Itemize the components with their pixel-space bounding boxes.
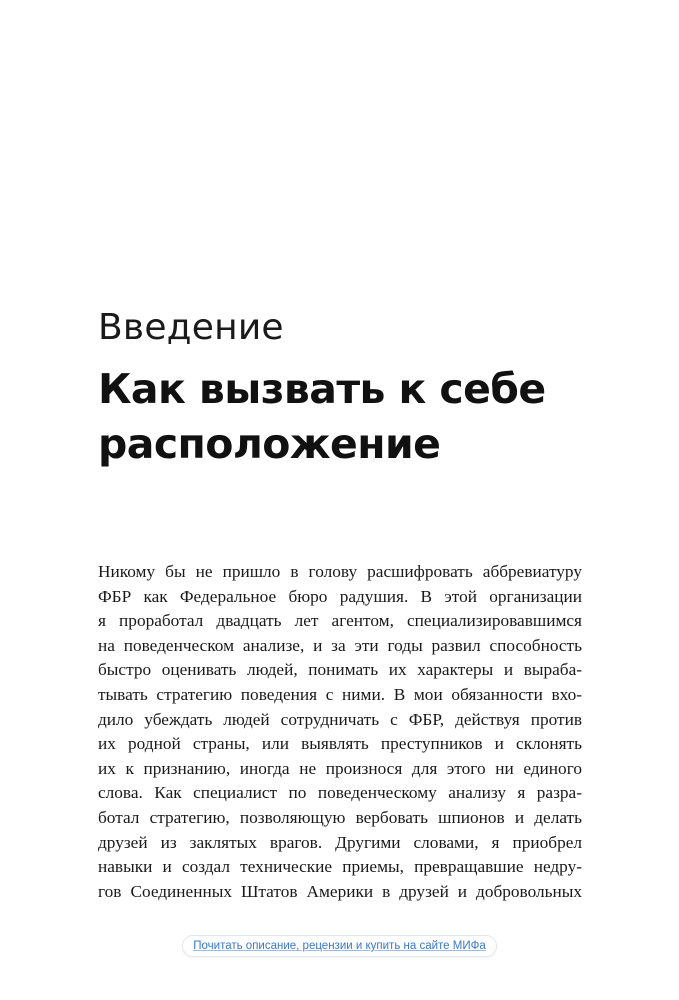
text-line: их родной страны, или выявлять преступников и склонять	[98, 734, 582, 754]
text-line: быстро оценивать людей, понимать их характеры и выраба-	[98, 660, 582, 680]
text-line: тывать стратегию поведения с ними. В мои обязанности вхо-	[98, 684, 582, 704]
buy-on-mif-link[interactable]: Почитать описание, рецензии и купить на сайте МИФа	[182, 935, 496, 957]
chapter-label: Введение	[98, 307, 284, 348]
text-line: друзей из заклятых врагов. Другими словами, я приобрел	[98, 832, 582, 852]
text-line: гов Соединенных Штатов Америки в друзей и добровольных	[98, 881, 582, 901]
text-line: их к признанию, иногда не произнося для этого ни единого	[98, 758, 582, 778]
text-line: Никому бы не пришло в голову расшифровать аббревиатуру	[98, 562, 582, 581]
text-line: ФБР как Федеральное бюро радушия. В этой организации	[98, 586, 582, 606]
text-line: ботал стратегию, позволяющую вербовать шпионов и делать	[98, 807, 582, 827]
text-line: слова. Как специалист по поведенческому анализу я разра-	[98, 783, 582, 803]
text-line: дило убеждать людей сотрудничать с ФБР, действуя против	[98, 709, 582, 729]
text-line: на поведенческом анализе, и за эти годы развил способность	[98, 635, 582, 655]
chapter-title	[98, 362, 618, 472]
text-line: навыки и создал технические приемы, превращавшие недру-	[98, 857, 582, 877]
chapter-title-line: расположение	[98, 420, 441, 468]
text-line: я проработал двадцать лет агентом, специализировавшимся	[98, 611, 582, 631]
body-paragraph	[98, 560, 582, 904]
chapter-title-line: Как вызвать к себе	[98, 365, 546, 413]
footer	[0, 934, 679, 957]
